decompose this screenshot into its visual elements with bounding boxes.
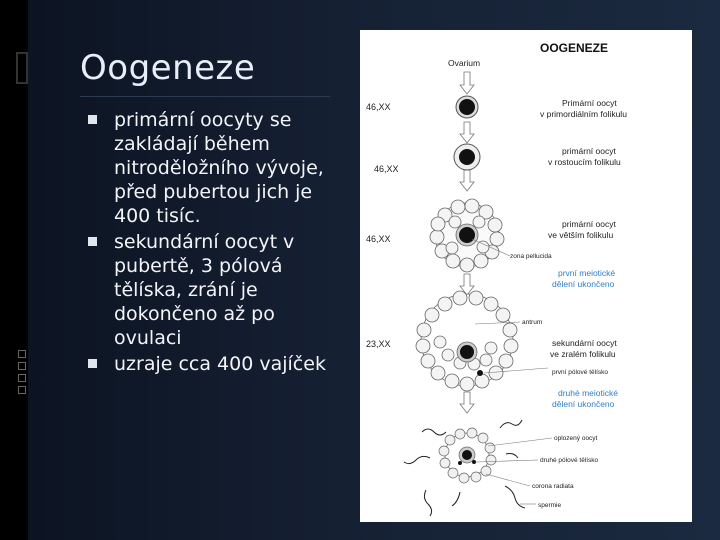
ploidy-label: 23,XX — [366, 339, 391, 349]
stage-label: v primordiálním folikulu — [540, 109, 627, 119]
antrum-label: antrum — [522, 319, 543, 326]
stage-label: sekundární oocyt — [552, 338, 617, 348]
larger-follicle-cell — [430, 199, 504, 272]
ploidy-label: 46,XX — [374, 164, 399, 174]
title-divider — [80, 96, 330, 97]
decor-square — [18, 374, 26, 382]
meiosis-label: druhé meiotické — [558, 388, 619, 398]
ploidy-label: 46,XX — [366, 234, 391, 244]
ploidy-label: 46,XX — [366, 102, 391, 112]
bullet-list — [88, 108, 328, 378]
arrow-icon — [460, 392, 474, 413]
slide-title: Oogeneze — [80, 48, 256, 88]
arrow-icon — [460, 72, 474, 94]
diagram-heading: OOGENEZE — [540, 41, 609, 55]
stage-label: v rostoucím folikulu — [548, 157, 621, 167]
bullet-item — [88, 352, 328, 376]
decor-square — [18, 386, 26, 394]
meiosis-label: dělení ukončeno — [552, 279, 615, 289]
stage-label: ve zralém folikulu — [550, 349, 616, 359]
bullet-text: primární oocyty se zakládají během nitroděložního vývoje, před pubertou jich je 400 tisíc. — [114, 109, 324, 227]
diagram-svg — [360, 30, 692, 522]
decor-square — [18, 350, 26, 358]
ovarium-label: Ovarium — [448, 58, 481, 68]
meiosis-label: první meiotické — [558, 268, 616, 278]
mature-follicle-cell — [416, 291, 518, 391]
decor-square — [18, 362, 26, 370]
arrow-icon — [460, 170, 474, 191]
polar-body-label: první pólové tělísko — [552, 369, 609, 376]
square-bullet-icon — [88, 115, 97, 124]
polar-body-label: druhé pólové tělísko — [540, 457, 599, 464]
corona-label: corona radiata — [532, 483, 574, 490]
stage-label: Primární oocyt — [562, 98, 617, 108]
square-bullet-icon — [88, 237, 97, 246]
oogenesis-diagram — [360, 30, 692, 522]
stage-label: ve větším folikulu — [548, 230, 614, 240]
left-decor-block — [16, 52, 28, 84]
square-bullet-icon — [88, 359, 97, 368]
fertilized-label: oplozený oocyt — [554, 435, 598, 442]
primordial-follicle-cell — [456, 96, 478, 118]
bullet-text: sekundární oocyt v pubertě, 3 pólová tělíska, zrání je dokončeno až po ovulaci — [114, 231, 295, 349]
arrow-icon — [460, 122, 474, 143]
fertilized-oocyte-cell — [439, 428, 496, 483]
growing-follicle-cell — [454, 144, 480, 170]
sperm-label: spermie — [538, 502, 562, 509]
stage-label: primární oocyt — [562, 146, 616, 156]
stage-label: primární oocyt — [562, 219, 616, 229]
bullet-text: uzraje cca 400 vajíček — [114, 353, 326, 375]
bullet-item — [88, 230, 328, 350]
zona-label: zona pellucida — [510, 253, 552, 260]
meiosis-label: dělení ukončeno — [552, 399, 615, 409]
bullet-item — [88, 108, 328, 228]
